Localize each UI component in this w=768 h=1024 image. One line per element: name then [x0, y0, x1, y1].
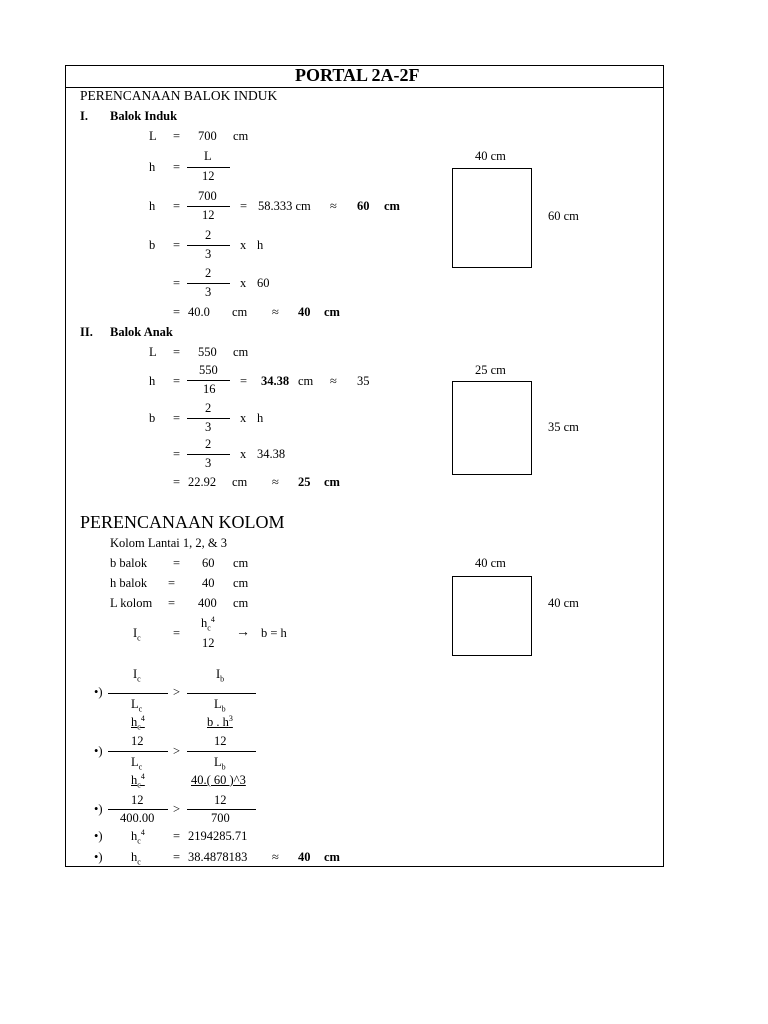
balok-heading: PERENCANAAN BALOK INDUK: [80, 88, 278, 103]
res2-eq: =: [173, 850, 181, 864]
induk-L-var: L: [149, 129, 157, 143]
kolom-b-balok-label: b balok: [110, 556, 148, 570]
ineq1-right-num: $I_b$: [216, 667, 225, 684]
res2-bullet: •): [94, 850, 103, 864]
induk-b-den: 3: [205, 247, 212, 261]
anak-b-times: x: [240, 411, 247, 425]
anak-b-final: 25: [298, 475, 311, 489]
anak-label: Balok Anak: [110, 325, 173, 339]
anak-section-diagram: [452, 381, 532, 475]
induk-h-den: 12: [202, 169, 215, 183]
induk-number: I.: [80, 109, 88, 123]
res2-value: 38.4878183: [188, 850, 248, 864]
page-title: PORTAL 2A-2F: [295, 65, 420, 85]
anak-h-eq: =: [173, 374, 181, 388]
kolom-section-width-label: 40 cm: [475, 556, 506, 570]
res2-var: $h_c$: [131, 850, 141, 867]
res1-eq: =: [173, 829, 181, 843]
anak-b2-fraction-bar: [187, 454, 230, 455]
res1-value: 2194285.71: [188, 829, 248, 843]
anak-L-value: 550: [198, 345, 217, 359]
res2-final: 40: [298, 850, 311, 864]
ic-numerator: $h_c^4$: [201, 614, 215, 633]
anak-b2-eq: =: [173, 447, 181, 461]
sheet-frame: [65, 65, 664, 867]
anak-h-var: h: [149, 374, 156, 388]
kolom-h-balok-value: 40: [202, 576, 215, 590]
induk-b3-approx: ≈: [272, 305, 279, 319]
ineq1-left-num: $I_c$: [133, 667, 141, 684]
res1-var: $h_c^4$: [131, 827, 145, 846]
ineq1-right-den: $L_b$: [214, 697, 226, 714]
anak-b2-num: 2: [205, 437, 212, 451]
ineq2-left-mid: 12: [131, 734, 144, 748]
kolom-L-kolom-unit: cm: [233, 596, 249, 610]
kolom-heading: PERENCANAAN KOLOM: [80, 512, 285, 532]
kolom-b-balok-eq: =: [173, 556, 181, 570]
ineq2-bullet: •): [94, 744, 103, 758]
anak-b2-times: x: [240, 447, 247, 461]
ineq3-right-den: 700: [211, 811, 230, 825]
induk-h2-result: 58.333 cm: [258, 199, 311, 213]
anak-h-result-unit: cm: [298, 374, 314, 388]
ineq3-bullet: •): [94, 802, 103, 816]
ineq3-left-den: 400.00: [120, 811, 155, 825]
ineq1-gt: >: [173, 685, 181, 699]
anak-section-width-label: 25 cm: [475, 363, 506, 377]
ineq2-left-top: $h_c^4$: [131, 713, 145, 732]
kolom-b-balok-value: 60: [202, 556, 215, 570]
anak-L-unit: cm: [233, 345, 249, 359]
ineq1-left-bar: [108, 693, 168, 694]
induk-h-fraction-bar: [187, 167, 230, 168]
induk-section-width-label: 40 cm: [475, 149, 506, 163]
induk-label: Balok Induk: [110, 109, 178, 123]
induk-section-diagram: [452, 168, 532, 268]
ineq2-right-bar: [187, 751, 256, 752]
b-equals-h: b = h: [261, 626, 287, 640]
anak-L-var: L: [149, 345, 157, 359]
induk-b-eq: =: [173, 238, 181, 252]
induk-h-var: h: [149, 160, 156, 174]
anak-h-result: 34.38: [261, 374, 290, 388]
ic-label: $I_c$: [133, 626, 141, 643]
induk-b2-times: x: [240, 276, 247, 290]
anak-b3-unit: cm: [232, 475, 248, 489]
kolom-h-balok-eq: =: [168, 576, 176, 590]
anak-h-eq2: =: [240, 374, 248, 388]
induk-h2-var: h: [149, 199, 156, 213]
anak-L-eq: =: [173, 345, 181, 359]
kolom-section-diagram: [452, 576, 532, 656]
kolom-L-kolom-eq: =: [168, 596, 176, 610]
anak-h-den: 16: [203, 382, 216, 396]
anak-b2-den: 3: [205, 456, 212, 470]
ineq2-right-mid: 12: [214, 734, 227, 748]
ineq3-right-mid: 12: [214, 793, 227, 807]
induk-h-final: 60: [357, 199, 370, 213]
induk-b2-eq: =: [173, 276, 181, 290]
kolom-subheading: Kolom Lantai 1, 2, & 3: [110, 536, 227, 550]
induk-b-hvar: h: [257, 238, 264, 252]
kolom-section-height-label: 40 cm: [548, 596, 579, 610]
anak-b-final-unit: cm: [324, 475, 340, 489]
anak-b3-result: 22.92: [188, 475, 217, 489]
ineq1-left-den: $L_c$: [131, 697, 143, 714]
anak-b-eq: =: [173, 411, 181, 425]
induk-b-var: b: [149, 238, 156, 252]
res2-final-unit: cm: [324, 850, 340, 864]
ineq2-right-top: b . $h^3$: [207, 713, 233, 729]
ineq3-left-mid: 12: [131, 793, 144, 807]
induk-L-eq: =: [173, 129, 181, 143]
ineq2-left-den: $L_c$: [131, 755, 143, 772]
induk-h2-fraction-bar: [187, 206, 230, 207]
induk-b2-value: 60: [257, 276, 270, 290]
anak-number: II.: [80, 325, 93, 339]
induk-h2-eq: =: [173, 199, 181, 213]
ineq1-bullet: •): [94, 685, 103, 699]
res1-bullet: •): [94, 829, 103, 843]
anak-b3-eq: =: [173, 475, 181, 489]
induk-b3-result: 40.0: [188, 305, 210, 319]
ineq2-gt: >: [173, 744, 181, 758]
kolom-L-kolom-label: L kolom: [110, 596, 153, 610]
anak-h-fraction-bar: [187, 380, 230, 381]
anak-h-num: 550: [199, 363, 218, 377]
ineq3-left-top: $h_c^4$: [131, 771, 145, 790]
ineq3-gt: >: [173, 802, 181, 816]
anak-b2-value: 34.38: [257, 447, 286, 461]
ineq3-right-bar: [187, 809, 256, 810]
anak-b-hvar: h: [257, 411, 264, 425]
ic-eq: =: [173, 626, 181, 640]
induk-h-eq: =: [173, 160, 181, 174]
anak-b-den: 3: [205, 420, 212, 434]
induk-b-final-unit: cm: [324, 305, 340, 319]
induk-b-times: x: [240, 238, 247, 252]
ineq2-left-bar: [108, 751, 168, 752]
induk-h2-num: 700: [198, 189, 217, 203]
anak-h-final: 35: [357, 374, 370, 388]
induk-b2-den: 3: [205, 285, 212, 299]
induk-b3-unit: cm: [232, 305, 248, 319]
induk-h2-eq2: =: [240, 199, 248, 213]
ineq3-left-bar: [108, 809, 168, 810]
induk-b-fraction-bar: [187, 245, 230, 246]
res2-approx: ≈: [272, 850, 279, 864]
kolom-L-kolom-value: 400: [198, 596, 217, 610]
anak-b-num: 2: [205, 401, 212, 415]
anak-b-fraction-bar: [187, 418, 230, 419]
induk-b-num: 2: [205, 228, 212, 242]
induk-h2-den: 12: [202, 208, 215, 222]
anak-section-height-label: 35 cm: [548, 420, 579, 434]
induk-b-final: 40: [298, 305, 311, 319]
kolom-h-balok-unit: cm: [233, 576, 249, 590]
anak-h-approx: ≈: [330, 374, 337, 388]
ineq1-right-bar: [187, 693, 256, 694]
kolom-b-balok-unit: cm: [233, 556, 249, 570]
induk-h-num: L: [204, 149, 212, 163]
ineq3-right-top: 40.( 60 )^3: [191, 773, 246, 787]
anak-b3-approx: ≈: [272, 475, 279, 489]
kolom-h-balok-label: h balok: [110, 576, 148, 590]
induk-h-final-unit: cm: [384, 199, 400, 213]
induk-section-height-label: 60 cm: [548, 209, 579, 223]
induk-h2-approx: ≈: [330, 199, 337, 213]
induk-b2-num: 2: [205, 266, 212, 280]
induk-b2-fraction-bar: [187, 283, 230, 284]
induk-b3-eq: =: [173, 305, 181, 319]
induk-L-value: 700: [198, 129, 217, 143]
anak-b-var: b: [149, 411, 156, 425]
ineq2-right-den: $L_b$: [214, 755, 226, 772]
arrow-icon: →: [236, 625, 250, 640]
induk-L-unit: cm: [233, 129, 249, 143]
ic-denominator: 12: [202, 636, 215, 650]
